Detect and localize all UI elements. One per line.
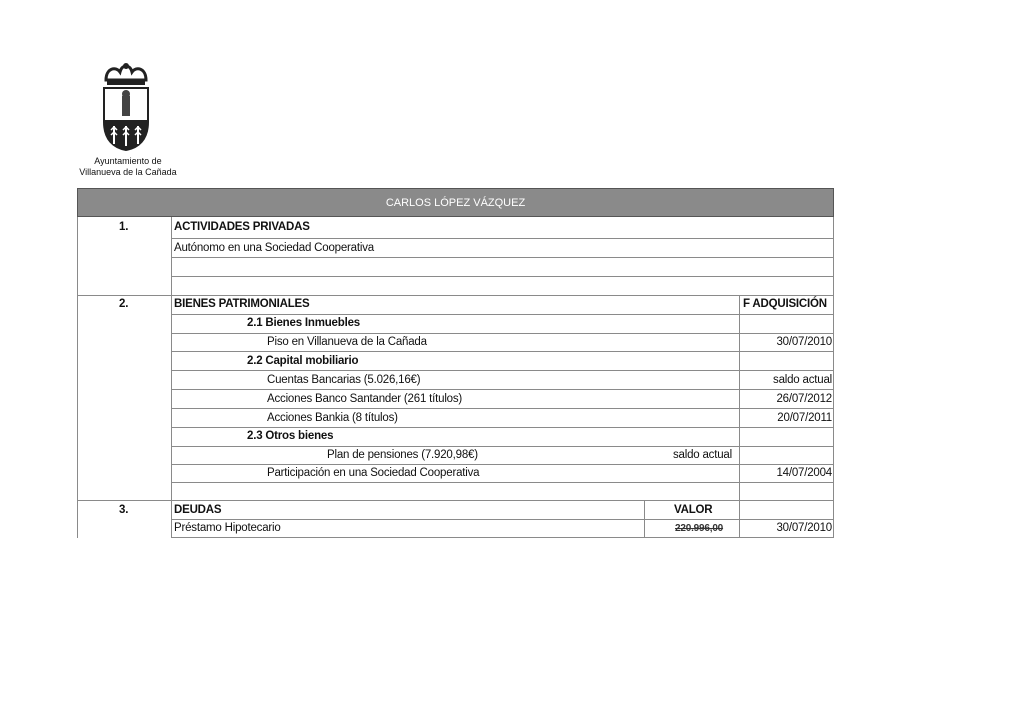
section-number: 1.	[119, 221, 129, 233]
row-divider	[171, 519, 833, 520]
row-divider	[171, 427, 833, 428]
section-divider	[77, 500, 834, 501]
column-divider-number	[171, 217, 172, 538]
table-border-left	[77, 217, 78, 538]
declarant-name-header	[77, 188, 834, 217]
asset-item: Participación en una Sociedad Cooperativa	[267, 467, 480, 479]
asset-item: Acciones Bankia (8 títulos)	[267, 412, 398, 424]
row-divider	[171, 257, 833, 258]
asset-item: Acciones Banco Santander (261 títulos)	[267, 393, 463, 405]
asset-date: 14/07/2004	[776, 467, 832, 479]
municipality-name	[76, 156, 180, 178]
section-number: 2.	[119, 298, 129, 310]
subsection-other-assets: 2.3 Otros bienes	[247, 430, 334, 442]
asset-date: saldo actual	[773, 374, 832, 386]
asset-date: 20/07/2011	[777, 412, 832, 424]
table-border-right	[833, 217, 834, 538]
row-divider	[171, 276, 833, 277]
column-divider-date	[739, 295, 740, 538]
municipality-line1: Ayuntamiento de	[94, 156, 162, 166]
asset-item: Piso en Villanueva de la Cañada	[267, 336, 427, 348]
debt-date: 30/07/2010	[776, 522, 832, 534]
row-divider	[171, 464, 833, 465]
row-divider	[171, 537, 833, 538]
section-heading-assets: BIENES PATRIMONIALES	[174, 298, 310, 310]
row-divider	[171, 314, 833, 315]
asset-date: 26/07/2012	[776, 393, 832, 405]
asset-date: 30/07/2010	[776, 336, 832, 348]
subsection-securities: 2.2 Capital mobiliario	[247, 355, 359, 367]
municipal-logo	[76, 60, 180, 178]
section-number: 3.	[119, 504, 129, 516]
acquisition-date-header: F ADQUISICIÓN	[743, 298, 827, 310]
section-heading-debts: DEUDAS	[174, 504, 222, 516]
row-divider	[171, 446, 833, 447]
row-divider	[171, 351, 833, 352]
asset-date: saldo actual	[673, 449, 732, 461]
section-heading-activities: ACTIVIDADES PRIVADAS	[174, 221, 310, 233]
row-divider	[171, 389, 833, 390]
coat-of-arms-icon	[98, 60, 154, 152]
municipality-line2: Villanueva de la Cañada	[79, 167, 177, 177]
value-header: VALOR	[674, 504, 713, 516]
declarant-name: CARLOS LÓPEZ VÁZQUEZ	[385, 196, 526, 209]
row-divider	[171, 238, 833, 239]
row-divider	[171, 333, 833, 334]
section-divider	[77, 295, 834, 296]
debt-value: 220.996,00	[675, 523, 724, 534]
asset-item: Cuentas Bancarias (5.026,16€)	[267, 374, 421, 386]
row-divider	[171, 408, 833, 409]
row-divider	[171, 482, 833, 483]
activity-item: Autónomo en una Sociedad Cooperativa	[174, 242, 374, 254]
row-divider	[171, 370, 833, 371]
subsection-real-estate: 2.1 Bienes Inmuebles	[247, 317, 360, 329]
asset-item: Plan de pensiones (7.920,98€)	[327, 449, 478, 461]
debt-item: Préstamo Hipotecario	[174, 522, 281, 534]
